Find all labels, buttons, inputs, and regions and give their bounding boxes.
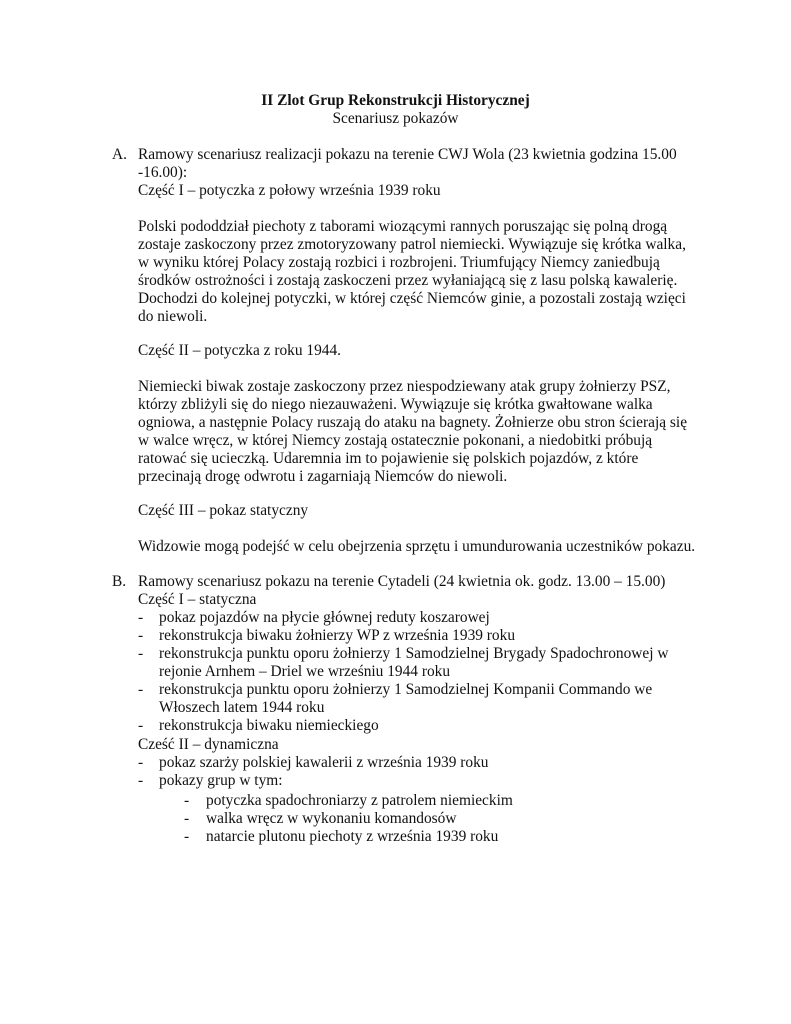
section-a-heading-line-1: Ramowy scenariusz realizacji pokazu na terenie CWJ Wola (23 kwietnia godzina 15.00 xyxy=(138,146,677,163)
section-b-part2-subitem: walka wręcz w wykonaniu komandosów xyxy=(206,810,457,827)
section-b-marker: B. xyxy=(112,573,127,590)
bullet-dash: - xyxy=(184,810,190,827)
section-a-part1-text-line: Dochodzi do kolejnej potyczki, w której część Niemców ginie, a pozostali zostają wzięci xyxy=(138,290,686,307)
section-b-part1-item: rekonstrukcja punktu oporu żołnierzy 1 Samodzielnej Kompanii Commando we xyxy=(159,681,653,698)
section-a-part2-text-line: Niemiecki biwak zostaje zaskoczony przez niespodziewany atak grupy żołnierzy PSZ, xyxy=(138,378,671,395)
section-a-part1-text-line: Polski pododdział piechoty z taborami wiozącymi rannych poruszając się polną drogą xyxy=(138,218,668,235)
section-a-part1-text-line: środków ostrożności i zostają zaskoczeni przez wyłaniającą się z lasu polską kawalerię. xyxy=(138,272,678,289)
section-b-part1-item: rekonstrukcja punktu oporu żołnierzy 1 Samodzielnej Brygady Spadochronowej w xyxy=(159,645,669,662)
section-b-part1-item: pokaz pojazdów na płycie głównej reduty koszarowej xyxy=(159,609,490,626)
section-a-heading-line-2: -16.00): xyxy=(138,164,188,181)
section-a-part2-text-line: ratować się ucieczką. Udaremnia im to pojawienie się polskich pojazdów, z które xyxy=(138,450,639,467)
section-b-part1-item-continuation: Włoszech latem 1944 roku xyxy=(159,699,325,716)
bullet-dash: - xyxy=(138,772,144,789)
section-a-part2-title: Część II – potyczka z roku 1944. xyxy=(138,342,342,359)
bullet-dash: - xyxy=(138,645,144,662)
section-b-part2-subitem: natarcie plutonu piechoty z września 1939 roku xyxy=(206,828,499,845)
section-b-part2-item: pokaz szarży polskiej kawalerii z września 1939 roku xyxy=(159,754,489,771)
section-b-part2-item: pokazy grup w tym: xyxy=(159,772,283,789)
document-subtitle: Scenariusz pokazów xyxy=(332,110,459,127)
bullet-dash: - xyxy=(138,681,144,698)
section-a-part1-text-line: w wyniku której Polacy zostają rozbici i rozbrojeni. Triumfujący Niemcy zaniedbują xyxy=(138,254,660,271)
section-a-part3-title: Część III – pokaz statyczny xyxy=(138,502,309,519)
section-b-part1-item-continuation: rejonie Arnhem – Driel we wrześniu 1944 roku xyxy=(159,663,451,680)
section-a-part2-text-line: którzy zbliżyli się do niego niezauważeni. Wywiązuje się krótka gwałtowane walka xyxy=(138,396,653,413)
bullet-dash: - xyxy=(138,754,144,771)
bullet-dash: - xyxy=(138,717,144,734)
section-a-part1-text-line: do niewoli. xyxy=(138,308,208,325)
section-a-part1-text-line: zostaje zaskoczony przez zmotoryzowany patrol niemiecki. Wywiązuje się krótka walka, xyxy=(138,236,686,253)
section-b-part1-item: rekonstrukcja biwaku niemieckiego xyxy=(159,717,379,734)
section-a-part1-title: Część I – potyczka z połowy września 1939 roku xyxy=(138,182,441,199)
bullet-dash: - xyxy=(184,828,190,845)
section-b-part2-title: Cześć II – dynamiczna xyxy=(138,736,279,753)
section-a-part3-text: Widzowie mogą podejść w celu obejrzenia sprzętu i umundurowania uczestników pokazu. xyxy=(138,538,696,555)
section-a-part2-text-line: przecinają drogę odwrotu i zagarniają Niemców do niewoli. xyxy=(138,468,508,485)
section-b-part2-subitem: potyczka spadochroniarzy z patrolem niemieckim xyxy=(206,792,513,809)
section-b-part1-title: Część I – statyczna xyxy=(138,591,257,608)
bullet-dash: - xyxy=(138,627,144,644)
section-a-part2-text-line: ogniowa, a następnie Polacy ruszają do ataku na bagnety. Żołnierze obu stron ścierają się xyxy=(138,414,688,431)
document-title: II Zlot Grup Rekonstrukcji Historycznej xyxy=(261,92,530,109)
section-a-marker: A. xyxy=(112,146,127,163)
section-b-part1-item: rekonstrukcja biwaku żołnierzy WP z września 1939 roku xyxy=(159,627,516,644)
section-a-part2-text-line: w walce wręcz, w której Niemcy zostają ostatecznie pokonani, a niedobitki próbują xyxy=(138,432,653,449)
section-b-heading: Ramowy scenariusz pokazu na terenie Cytadeli (24 kwietnia ok. godz. 13.00 – 15.00) xyxy=(138,573,666,590)
bullet-dash: - xyxy=(138,609,144,626)
bullet-dash: - xyxy=(184,792,190,809)
